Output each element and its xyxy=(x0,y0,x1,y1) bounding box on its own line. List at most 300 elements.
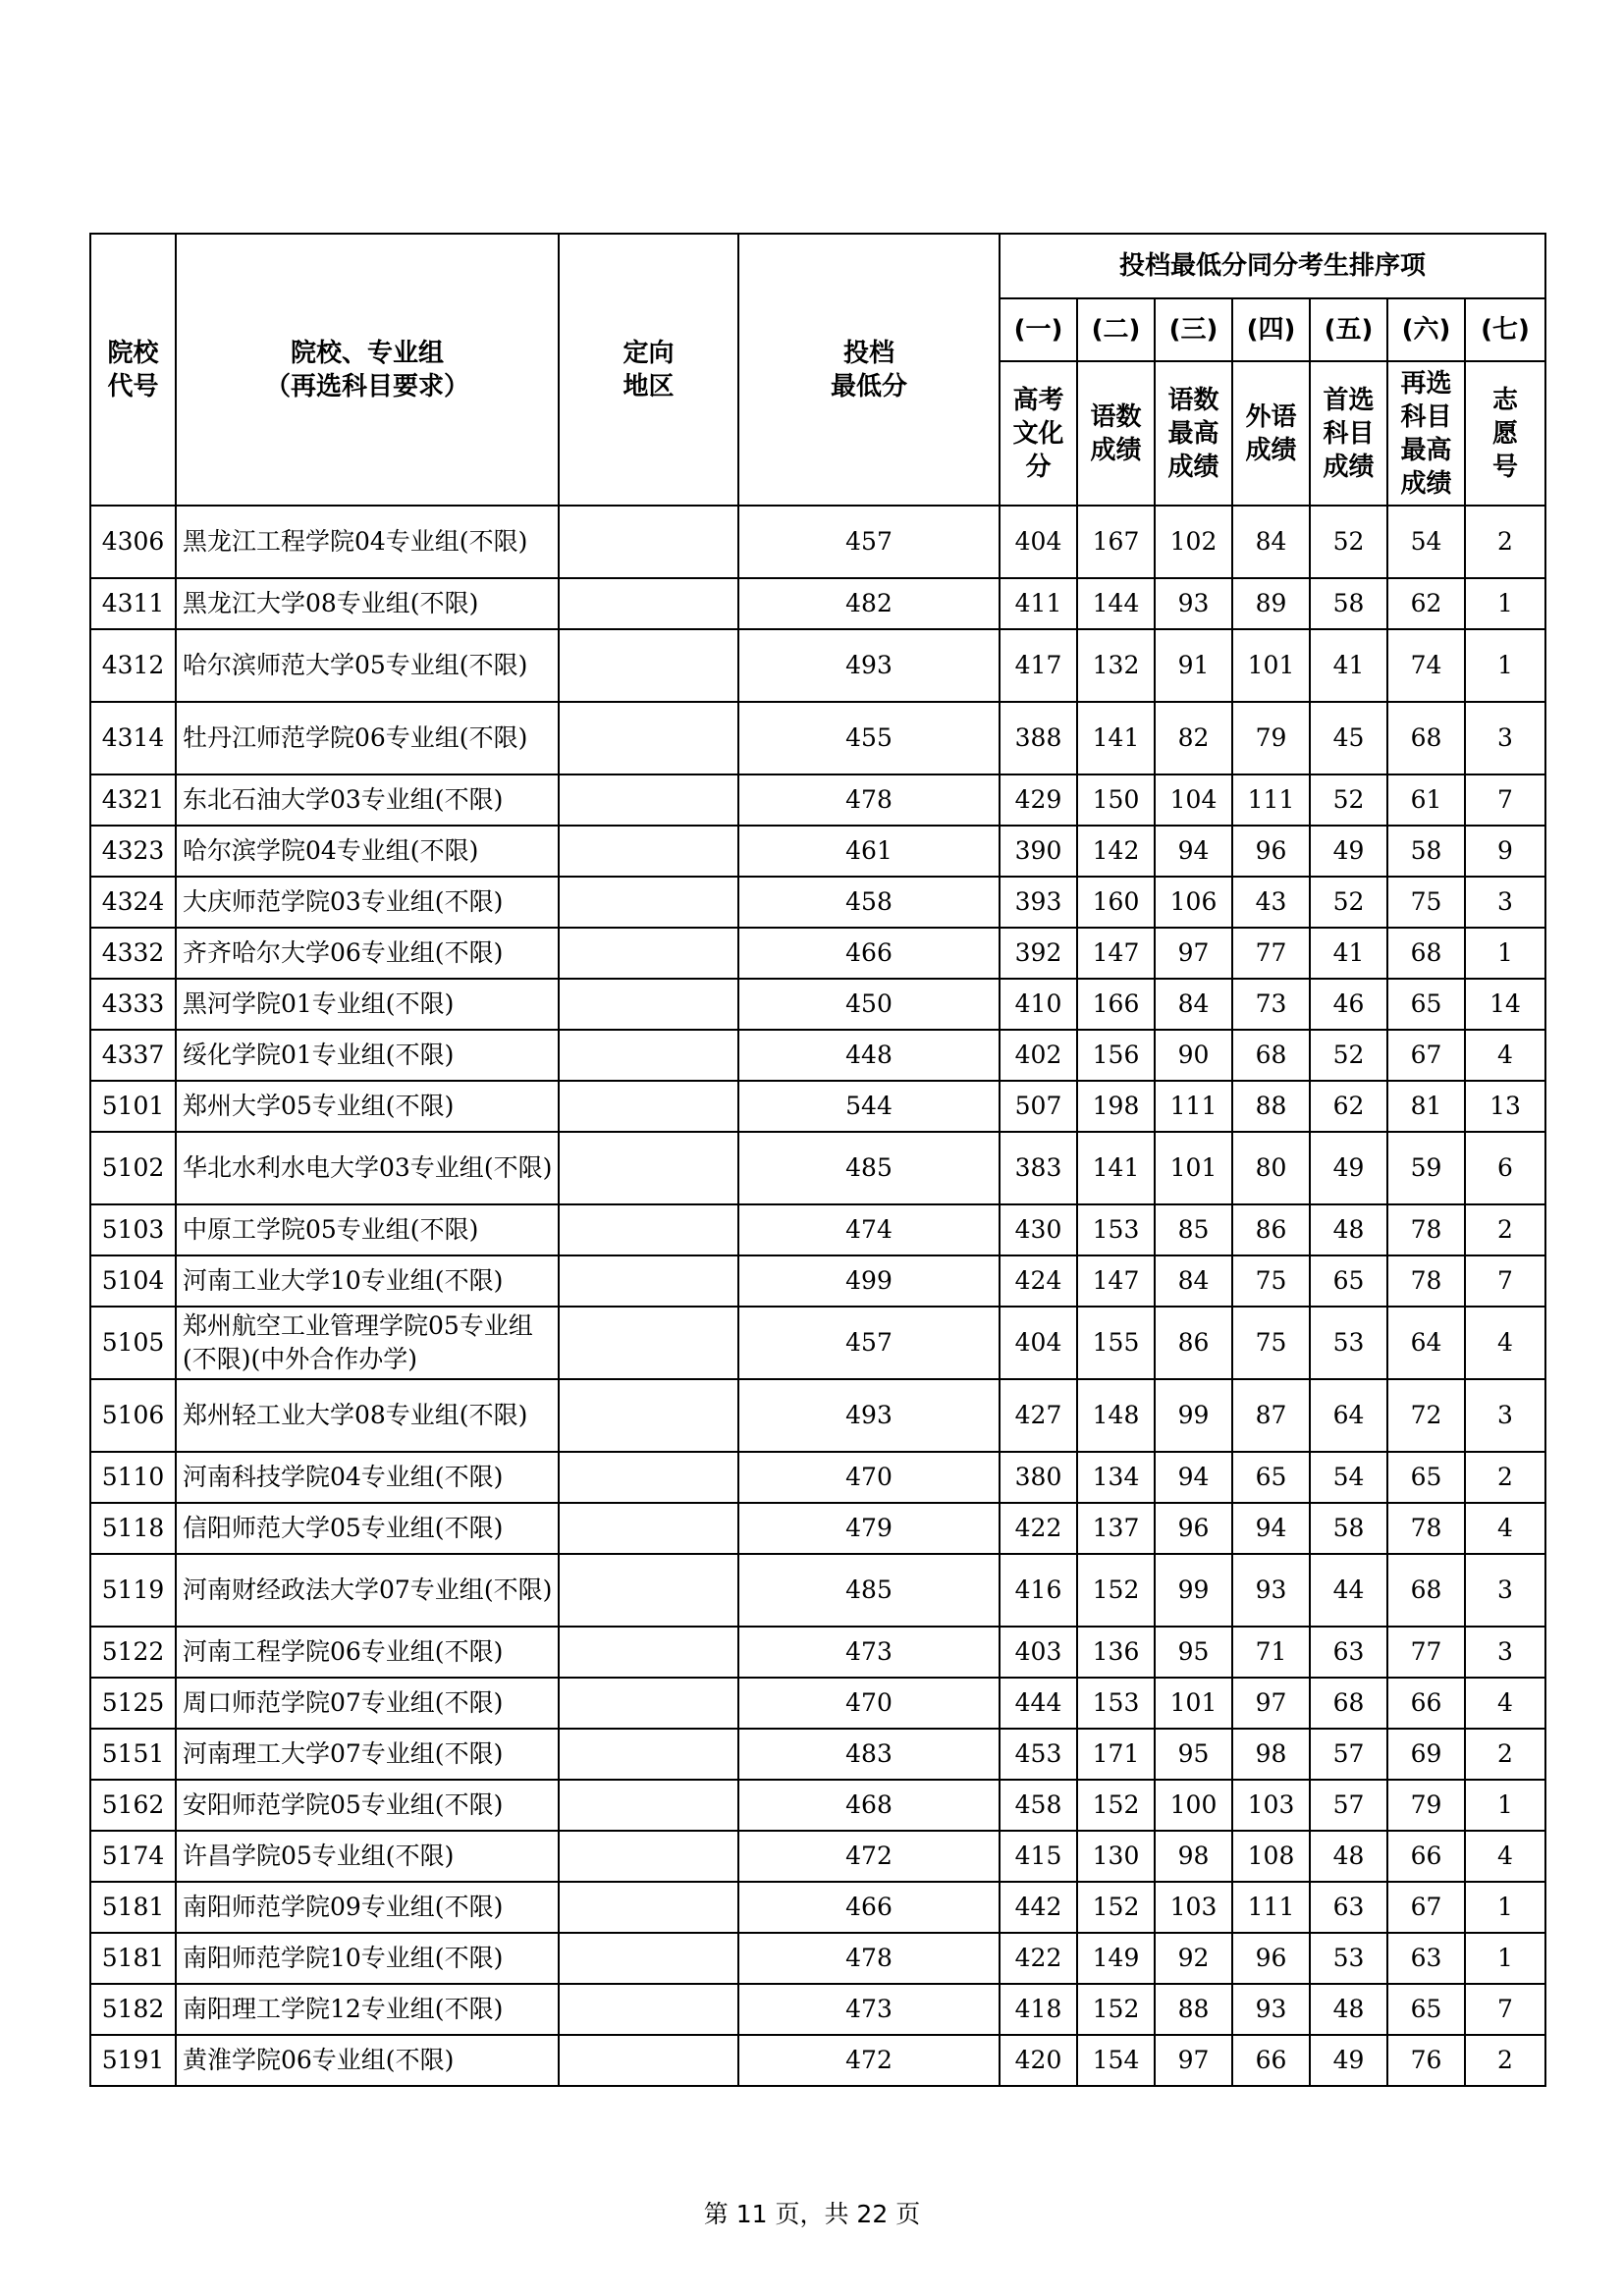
tiebreak-value-7: 7 xyxy=(1465,774,1545,826)
table-body xyxy=(90,506,1545,2086)
tiebreak-value-1: 430 xyxy=(1000,1204,1077,1255)
school-code: 5101 xyxy=(90,1081,176,1132)
table-row xyxy=(90,1255,1545,1307)
min-score: 472 xyxy=(738,1831,1000,1882)
school-code: 5182 xyxy=(90,1984,176,2035)
tiebreak-value-7: 9 xyxy=(1465,826,1545,877)
school-group-name: 郑州大学05专业组(不限) xyxy=(176,1081,559,1132)
tiebreak-value-3: 95 xyxy=(1155,1729,1232,1780)
tiebreak-value-7: 1 xyxy=(1465,928,1545,979)
school-group-name: 河南工业大学10专业组(不限) xyxy=(176,1255,559,1307)
tiebreak-value-4: 88 xyxy=(1232,1081,1310,1132)
tiebreak-value-6: 65 xyxy=(1387,1452,1465,1503)
tiebreak-value-1: 422 xyxy=(1000,1933,1077,1984)
header-item-7: 志 愿 号 xyxy=(1465,361,1545,506)
tiebreak-value-1: 424 xyxy=(1000,1255,1077,1307)
region xyxy=(559,2035,738,2086)
tiebreak-value-7: 3 xyxy=(1465,877,1545,928)
tiebreak-value-6: 58 xyxy=(1387,826,1465,877)
tiebreak-value-3: 91 xyxy=(1155,629,1232,702)
header-item-6: 再选 科目 最高 成绩 xyxy=(1387,361,1465,506)
region xyxy=(559,1554,738,1627)
tiebreak-value-3: 101 xyxy=(1155,1678,1232,1729)
tiebreak-value-2: 160 xyxy=(1077,877,1155,928)
school-group-name: 黑龙江工程学院04专业组(不限) xyxy=(176,506,559,578)
tiebreak-value-1: 402 xyxy=(1000,1030,1077,1081)
tiebreak-value-4: 79 xyxy=(1232,702,1310,774)
school-group-name: 郑州轻工业大学08专业组(不限) xyxy=(176,1379,559,1452)
table-row xyxy=(90,1030,1545,1081)
school-code: 4332 xyxy=(90,928,176,979)
table-row xyxy=(90,877,1545,928)
tiebreak-value-5: 57 xyxy=(1310,1780,1387,1831)
tiebreak-value-5: 46 xyxy=(1310,979,1387,1030)
table-row xyxy=(90,1204,1545,1255)
min-score: 461 xyxy=(738,826,1000,877)
tiebreak-value-7: 2 xyxy=(1465,1204,1545,1255)
tiebreak-value-3: 94 xyxy=(1155,1452,1232,1503)
tiebreak-value-2: 130 xyxy=(1077,1831,1155,1882)
tiebreak-value-2: 152 xyxy=(1077,1882,1155,1933)
school-group-name: 中原工学院05专业组(不限) xyxy=(176,1204,559,1255)
tiebreak-value-7: 6 xyxy=(1465,1132,1545,1204)
tiebreak-value-1: 410 xyxy=(1000,979,1077,1030)
tiebreak-value-5: 65 xyxy=(1310,1255,1387,1307)
school-group-name: 黑龙江大学08专业组(不限) xyxy=(176,578,559,629)
tiebreak-value-1: 420 xyxy=(1000,2035,1077,2086)
school-code: 5106 xyxy=(90,1379,176,1452)
tiebreak-value-6: 61 xyxy=(1387,774,1465,826)
table-row xyxy=(90,1554,1545,1627)
tiebreak-value-4: 75 xyxy=(1232,1255,1310,1307)
tiebreak-value-2: 198 xyxy=(1077,1081,1155,1132)
school-group-name: 黄淮学院06专业组(不限) xyxy=(176,2035,559,2086)
min-score: 485 xyxy=(738,1554,1000,1627)
min-score: 473 xyxy=(738,1627,1000,1678)
tiebreak-value-2: 147 xyxy=(1077,1255,1155,1307)
tiebreak-value-7: 3 xyxy=(1465,1379,1545,1452)
tiebreak-value-5: 52 xyxy=(1310,506,1387,578)
tiebreak-value-1: 404 xyxy=(1000,506,1077,578)
tiebreak-value-1: 427 xyxy=(1000,1379,1077,1452)
tiebreak-value-1: 429 xyxy=(1000,774,1077,826)
tiebreak-value-7: 3 xyxy=(1465,702,1545,774)
school-code: 5174 xyxy=(90,1831,176,1882)
tiebreak-value-2: 136 xyxy=(1077,1627,1155,1678)
tiebreak-value-1: 444 xyxy=(1000,1678,1077,1729)
region xyxy=(559,1452,738,1503)
header-min-score: 投档 最低分 xyxy=(738,234,1000,506)
tiebreak-value-6: 72 xyxy=(1387,1379,1465,1452)
table-row xyxy=(90,1132,1545,1204)
tiebreak-value-4: 111 xyxy=(1232,774,1310,826)
table-row xyxy=(90,1984,1545,2035)
tiebreak-value-3: 99 xyxy=(1155,1554,1232,1627)
region xyxy=(559,1255,738,1307)
region xyxy=(559,1933,738,1984)
tiebreak-value-5: 63 xyxy=(1310,1882,1387,1933)
school-code: 5118 xyxy=(90,1503,176,1554)
school-code: 5162 xyxy=(90,1780,176,1831)
header-tiebreak-title: 投档最低分同分考生排序项 xyxy=(1000,234,1545,298)
tiebreak-value-3: 86 xyxy=(1155,1307,1232,1379)
tiebreak-value-1: 411 xyxy=(1000,578,1077,629)
header-item-2: 语数 成绩 xyxy=(1077,361,1155,506)
tiebreak-value-4: 80 xyxy=(1232,1132,1310,1204)
tiebreak-value-2: 141 xyxy=(1077,702,1155,774)
tiebreak-value-1: 393 xyxy=(1000,877,1077,928)
school-group-name: 齐齐哈尔大学06专业组(不限) xyxy=(176,928,559,979)
min-score: 474 xyxy=(738,1204,1000,1255)
tiebreak-value-5: 58 xyxy=(1310,578,1387,629)
tiebreak-value-5: 64 xyxy=(1310,1379,1387,1452)
tiebreak-value-7: 13 xyxy=(1465,1081,1545,1132)
tiebreak-value-2: 134 xyxy=(1077,1452,1155,1503)
tiebreak-value-5: 54 xyxy=(1310,1452,1387,1503)
region xyxy=(559,1030,738,1081)
school-code: 5191 xyxy=(90,2035,176,2086)
table-row xyxy=(90,578,1545,629)
tiebreak-value-3: 94 xyxy=(1155,826,1232,877)
tiebreak-value-6: 78 xyxy=(1387,1503,1465,1554)
tiebreak-value-3: 92 xyxy=(1155,1933,1232,1984)
school-code: 4321 xyxy=(90,774,176,826)
tiebreak-value-5: 49 xyxy=(1310,826,1387,877)
table-row xyxy=(90,1678,1545,1729)
tiebreak-value-4: 75 xyxy=(1232,1307,1310,1379)
tiebreak-value-3: 103 xyxy=(1155,1882,1232,1933)
tiebreak-value-4: 87 xyxy=(1232,1379,1310,1452)
tiebreak-value-3: 111 xyxy=(1155,1081,1232,1132)
min-score: 468 xyxy=(738,1780,1000,1831)
school-group-name: 河南财经政法大学07专业组(不限) xyxy=(176,1554,559,1627)
school-group-name: 南阳师范学院10专业组(不限) xyxy=(176,1933,559,1984)
school-group-name: 安阳师范学院05专业组(不限) xyxy=(176,1780,559,1831)
header-order-2: (二) xyxy=(1077,298,1155,361)
tiebreak-value-4: 111 xyxy=(1232,1882,1310,1933)
tiebreak-value-3: 82 xyxy=(1155,702,1232,774)
tiebreak-value-7: 4 xyxy=(1465,1831,1545,1882)
header-order-7: (七) xyxy=(1465,298,1545,361)
tiebreak-value-5: 41 xyxy=(1310,629,1387,702)
school-group-name: 河南理工大学07专业组(不限) xyxy=(176,1729,559,1780)
school-group-name: 哈尔滨师范大学05专业组(不限) xyxy=(176,629,559,702)
tiebreak-value-1: 383 xyxy=(1000,1132,1077,1204)
school-code: 5181 xyxy=(90,1882,176,1933)
table-row xyxy=(90,2035,1545,2086)
region xyxy=(559,1780,738,1831)
table-row xyxy=(90,826,1545,877)
header-order-4: (四) xyxy=(1232,298,1310,361)
region xyxy=(559,629,738,702)
tiebreak-value-3: 85 xyxy=(1155,1204,1232,1255)
tiebreak-value-6: 76 xyxy=(1387,2035,1465,2086)
tiebreak-value-6: 68 xyxy=(1387,928,1465,979)
table-row xyxy=(90,1729,1545,1780)
tiebreak-value-2: 141 xyxy=(1077,1132,1155,1204)
table-row xyxy=(90,928,1545,979)
region xyxy=(559,1882,738,1933)
tiebreak-value-3: 101 xyxy=(1155,1132,1232,1204)
header-order-3: (三) xyxy=(1155,298,1232,361)
header-order-1: (一) xyxy=(1000,298,1077,361)
tiebreak-value-1: 388 xyxy=(1000,702,1077,774)
min-score: 455 xyxy=(738,702,1000,774)
tiebreak-value-5: 41 xyxy=(1310,928,1387,979)
tiebreak-value-5: 48 xyxy=(1310,1204,1387,1255)
tiebreak-value-5: 62 xyxy=(1310,1081,1387,1132)
region xyxy=(559,1204,738,1255)
tiebreak-value-6: 63 xyxy=(1387,1933,1465,1984)
table-row xyxy=(90,1452,1545,1503)
region xyxy=(559,1831,738,1882)
tiebreak-value-2: 154 xyxy=(1077,2035,1155,2086)
region xyxy=(559,774,738,826)
min-score: 478 xyxy=(738,1933,1000,1984)
tiebreak-value-4: 65 xyxy=(1232,1452,1310,1503)
region xyxy=(559,1379,738,1452)
table-row xyxy=(90,979,1545,1030)
tiebreak-value-4: 89 xyxy=(1232,578,1310,629)
tiebreak-value-4: 66 xyxy=(1232,2035,1310,2086)
header-item-4: 外语 成绩 xyxy=(1232,361,1310,506)
tiebreak-value-6: 78 xyxy=(1387,1204,1465,1255)
table-row xyxy=(90,506,1545,578)
header-region: 定向 地区 xyxy=(559,234,738,506)
tiebreak-value-3: 98 xyxy=(1155,1831,1232,1882)
tiebreak-value-3: 90 xyxy=(1155,1030,1232,1081)
min-score: 479 xyxy=(738,1503,1000,1554)
tiebreak-value-3: 100 xyxy=(1155,1780,1232,1831)
school-code: 4314 xyxy=(90,702,176,774)
school-code: 5119 xyxy=(90,1554,176,1627)
school-group-name: 大庆师范学院03专业组(不限) xyxy=(176,877,559,928)
tiebreak-value-2: 148 xyxy=(1077,1379,1155,1452)
tiebreak-value-4: 103 xyxy=(1232,1780,1310,1831)
tiebreak-value-5: 68 xyxy=(1310,1678,1387,1729)
table-row xyxy=(90,1503,1545,1554)
school-group-name: 南阳师范学院09专业组(不限) xyxy=(176,1882,559,1933)
school-group-name: 河南科技学院04专业组(不限) xyxy=(176,1452,559,1503)
min-score: 493 xyxy=(738,629,1000,702)
tiebreak-value-1: 392 xyxy=(1000,928,1077,979)
table-row xyxy=(90,1307,1545,1379)
tiebreak-value-6: 79 xyxy=(1387,1780,1465,1831)
tiebreak-value-1: 507 xyxy=(1000,1081,1077,1132)
tiebreak-value-5: 49 xyxy=(1310,1132,1387,1204)
school-code: 5102 xyxy=(90,1132,176,1204)
tiebreak-value-6: 68 xyxy=(1387,1554,1465,1627)
table-row xyxy=(90,629,1545,702)
tiebreak-value-4: 86 xyxy=(1232,1204,1310,1255)
region xyxy=(559,578,738,629)
school-group-name: 许昌学院05专业组(不限) xyxy=(176,1831,559,1882)
tiebreak-value-4: 93 xyxy=(1232,1984,1310,2035)
tiebreak-value-6: 67 xyxy=(1387,1882,1465,1933)
tiebreak-value-4: 77 xyxy=(1232,928,1310,979)
school-code: 5103 xyxy=(90,1204,176,1255)
tiebreak-value-4: 97 xyxy=(1232,1678,1310,1729)
tiebreak-value-7: 7 xyxy=(1465,1984,1545,2035)
min-score: 473 xyxy=(738,1984,1000,2035)
tiebreak-value-7: 4 xyxy=(1465,1030,1545,1081)
school-code: 5122 xyxy=(90,1627,176,1678)
tiebreak-value-7: 1 xyxy=(1465,578,1545,629)
min-score: 457 xyxy=(738,1307,1000,1379)
school-group-name: 哈尔滨学院04专业组(不限) xyxy=(176,826,559,877)
tiebreak-value-2: 150 xyxy=(1077,774,1155,826)
tiebreak-value-7: 4 xyxy=(1465,1503,1545,1554)
min-score: 478 xyxy=(738,774,1000,826)
school-code: 5125 xyxy=(90,1678,176,1729)
tiebreak-value-3: 88 xyxy=(1155,1984,1232,2035)
tiebreak-value-4: 108 xyxy=(1232,1831,1310,1882)
header-code: 院校 代号 xyxy=(90,234,176,506)
min-score: 470 xyxy=(738,1452,1000,1503)
tiebreak-value-7: 4 xyxy=(1465,1307,1545,1379)
region xyxy=(559,877,738,928)
table-row xyxy=(90,1627,1545,1678)
school-group-name: 郑州航空工业管理学院05专业组(不限)(中外合作办学) xyxy=(176,1307,559,1379)
tiebreak-value-3: 99 xyxy=(1155,1379,1232,1452)
tiebreak-value-3: 96 xyxy=(1155,1503,1232,1554)
tiebreak-value-4: 93 xyxy=(1232,1554,1310,1627)
header-order-6: (六) xyxy=(1387,298,1465,361)
tiebreak-value-5: 57 xyxy=(1310,1729,1387,1780)
school-code: 5151 xyxy=(90,1729,176,1780)
region xyxy=(559,1307,738,1379)
tiebreak-value-2: 142 xyxy=(1077,826,1155,877)
tiebreak-value-1: 422 xyxy=(1000,1503,1077,1554)
region xyxy=(559,1729,738,1780)
tiebreak-value-3: 84 xyxy=(1155,1255,1232,1307)
min-score: 472 xyxy=(738,2035,1000,2086)
tiebreak-value-1: 453 xyxy=(1000,1729,1077,1780)
tiebreak-value-4: 96 xyxy=(1232,826,1310,877)
school-group-name: 东北石油大学03专业组(不限) xyxy=(176,774,559,826)
tiebreak-value-6: 54 xyxy=(1387,506,1465,578)
tiebreak-value-2: 152 xyxy=(1077,1780,1155,1831)
tiebreak-value-4: 73 xyxy=(1232,979,1310,1030)
school-code: 4333 xyxy=(90,979,176,1030)
tiebreak-value-7: 3 xyxy=(1465,1554,1545,1627)
header-item-5: 首选 科目 成绩 xyxy=(1310,361,1387,506)
school-group-name: 黑河学院01专业组(不限) xyxy=(176,979,559,1030)
school-group-name: 华北水利水电大学03专业组(不限) xyxy=(176,1132,559,1204)
min-score: 450 xyxy=(738,979,1000,1030)
tiebreak-value-3: 95 xyxy=(1155,1627,1232,1678)
tiebreak-value-6: 65 xyxy=(1387,979,1465,1030)
table-header xyxy=(90,234,1545,506)
header-order-5: (五) xyxy=(1310,298,1387,361)
table-row xyxy=(90,774,1545,826)
tiebreak-value-5: 45 xyxy=(1310,702,1387,774)
region xyxy=(559,1627,738,1678)
min-score: 470 xyxy=(738,1678,1000,1729)
region xyxy=(559,1132,738,1204)
tiebreak-value-5: 52 xyxy=(1310,1030,1387,1081)
tiebreak-value-6: 81 xyxy=(1387,1081,1465,1132)
tiebreak-value-7: 4 xyxy=(1465,1678,1545,1729)
tiebreak-value-1: 415 xyxy=(1000,1831,1077,1882)
tiebreak-value-6: 69 xyxy=(1387,1729,1465,1780)
tiebreak-value-4: 84 xyxy=(1232,506,1310,578)
tiebreak-value-1: 458 xyxy=(1000,1780,1077,1831)
region xyxy=(559,1984,738,2035)
tiebreak-value-4: 98 xyxy=(1232,1729,1310,1780)
tiebreak-value-6: 77 xyxy=(1387,1627,1465,1678)
tiebreak-value-7: 1 xyxy=(1465,1780,1545,1831)
tiebreak-value-2: 153 xyxy=(1077,1204,1155,1255)
tiebreak-value-5: 53 xyxy=(1310,1307,1387,1379)
tiebreak-value-6: 65 xyxy=(1387,1984,1465,2035)
tiebreak-value-5: 58 xyxy=(1310,1503,1387,1554)
tiebreak-value-2: 155 xyxy=(1077,1307,1155,1379)
min-score: 485 xyxy=(738,1132,1000,1204)
tiebreak-value-2: 147 xyxy=(1077,928,1155,979)
min-score: 544 xyxy=(738,1081,1000,1132)
table-row xyxy=(90,1882,1545,1933)
tiebreak-value-4: 71 xyxy=(1232,1627,1310,1678)
tiebreak-value-7: 7 xyxy=(1465,1255,1545,1307)
min-score: 466 xyxy=(738,1882,1000,1933)
tiebreak-value-2: 153 xyxy=(1077,1678,1155,1729)
tiebreak-value-6: 75 xyxy=(1387,877,1465,928)
tiebreak-value-6: 62 xyxy=(1387,578,1465,629)
tiebreak-value-6: 78 xyxy=(1387,1255,1465,1307)
tiebreak-value-1: 442 xyxy=(1000,1882,1077,1933)
tiebreak-value-3: 104 xyxy=(1155,774,1232,826)
tiebreak-value-6: 66 xyxy=(1387,1678,1465,1729)
region xyxy=(559,826,738,877)
tiebreak-value-2: 167 xyxy=(1077,506,1155,578)
tiebreak-value-5: 52 xyxy=(1310,877,1387,928)
school-group-name: 南阳理工学院12专业组(不限) xyxy=(176,1984,559,2035)
tiebreak-value-7: 1 xyxy=(1465,629,1545,702)
tiebreak-value-4: 94 xyxy=(1232,1503,1310,1554)
school-code: 4311 xyxy=(90,578,176,629)
tiebreak-value-2: 152 xyxy=(1077,1554,1155,1627)
tiebreak-value-2: 132 xyxy=(1077,629,1155,702)
school-code: 4324 xyxy=(90,877,176,928)
table-row xyxy=(90,1831,1545,1882)
school-code: 5181 xyxy=(90,1933,176,1984)
tiebreak-value-7: 1 xyxy=(1465,1933,1545,1984)
tiebreak-value-2: 171 xyxy=(1077,1729,1155,1780)
tiebreak-value-3: 84 xyxy=(1155,979,1232,1030)
tiebreak-value-5: 44 xyxy=(1310,1554,1387,1627)
region xyxy=(559,702,738,774)
school-code: 4306 xyxy=(90,506,176,578)
region xyxy=(559,1503,738,1554)
school-code: 5105 xyxy=(90,1307,176,1379)
school-group-name: 周口师范学院07专业组(不限) xyxy=(176,1678,559,1729)
tiebreak-value-4: 101 xyxy=(1232,629,1310,702)
tiebreak-value-7: 2 xyxy=(1465,506,1545,578)
tiebreak-value-7: 14 xyxy=(1465,979,1545,1030)
tiebreak-value-2: 144 xyxy=(1077,578,1155,629)
school-group-name: 绥化学院01专业组(不限) xyxy=(176,1030,559,1081)
tiebreak-value-1: 404 xyxy=(1000,1307,1077,1379)
tiebreak-value-6: 66 xyxy=(1387,1831,1465,1882)
tiebreak-value-1: 417 xyxy=(1000,629,1077,702)
min-score: 483 xyxy=(738,1729,1000,1780)
tiebreak-value-3: 106 xyxy=(1155,877,1232,928)
tiebreak-value-1: 416 xyxy=(1000,1554,1077,1627)
tiebreak-value-2: 166 xyxy=(1077,979,1155,1030)
tiebreak-value-3: 93 xyxy=(1155,578,1232,629)
tiebreak-value-1: 403 xyxy=(1000,1627,1077,1678)
